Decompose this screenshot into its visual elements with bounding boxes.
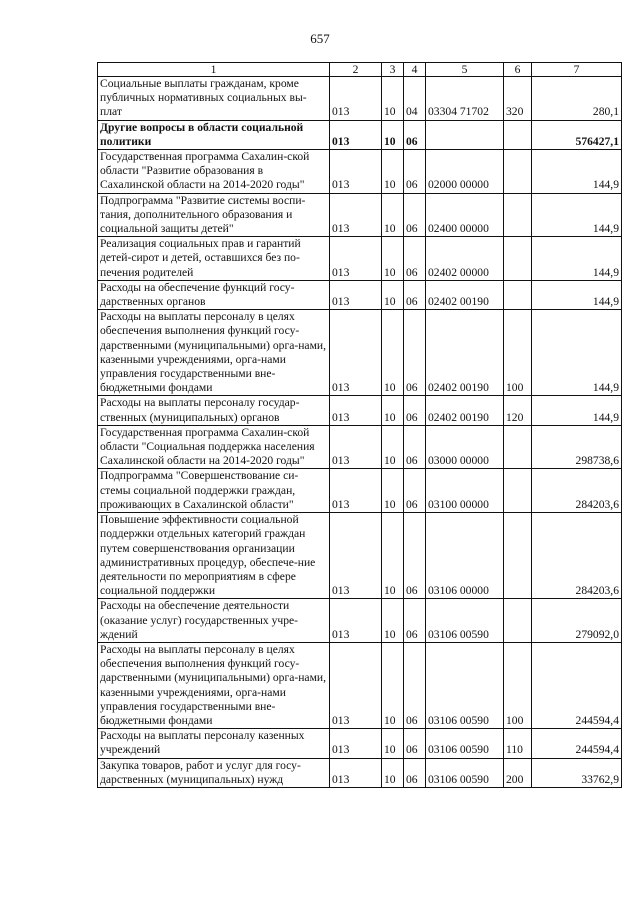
table-row	[98, 513, 622, 599]
row-expense-type-cell	[504, 425, 532, 469]
row-expense-type-cell: 320	[504, 77, 532, 121]
row-section-cell: 10	[382, 280, 404, 309]
row-target-code-cell: 02402 00190	[426, 280, 504, 309]
table-row	[98, 469, 622, 513]
row-subsection-cell: 06	[404, 469, 426, 513]
row-expense-type-cell	[504, 469, 532, 513]
row-code-cell: 013	[330, 513, 382, 599]
row-subsection-cell: 06	[404, 425, 426, 469]
row-subsection-cell: 06	[404, 599, 426, 643]
column-header: 1	[98, 63, 330, 77]
row-name-cell: Расходы на выплаты персоналу государ-ственных (муниципальных) органов	[98, 396, 330, 425]
row-section-cell: 10	[382, 425, 404, 469]
row-name-cell: Расходы на выплаты персоналу в целях обеспечения выполнения функций госу-дарственными (муниципальными) орга-нами, казенными учреждениями, орга-нами управления государственными вне-бюджетными фондами	[98, 642, 330, 728]
row-section-cell: 10	[382, 77, 404, 121]
row-expense-type-cell	[504, 120, 532, 149]
row-section-cell: 10	[382, 513, 404, 599]
table-header-row	[98, 63, 622, 77]
row-section-cell: 10	[382, 396, 404, 425]
row-expense-type-cell	[504, 237, 532, 281]
row-expense-type-cell	[504, 599, 532, 643]
row-expense-type-cell	[504, 150, 532, 194]
row-expense-type-cell	[504, 280, 532, 309]
budget-table	[97, 62, 622, 788]
table-row	[98, 193, 622, 237]
row-subsection-cell: 06	[404, 280, 426, 309]
table-row	[98, 396, 622, 425]
row-section-cell: 10	[382, 729, 404, 758]
row-amount-cell: 144,9	[532, 280, 622, 309]
table-row	[98, 425, 622, 469]
row-amount-cell: 279092,0	[532, 599, 622, 643]
row-code-cell: 013	[330, 729, 382, 758]
row-section-cell: 10	[382, 237, 404, 281]
table-body	[98, 77, 622, 788]
row-amount-cell: 144,9	[532, 150, 622, 194]
row-target-code-cell: 02400 00000	[426, 193, 504, 237]
row-name-cell: Расходы на обеспечение функций госу-дарственных органов	[98, 280, 330, 309]
row-name-cell: Реализация социальных прав и гарантий детей-сирот и детей, оставшихся без по-печения родителей	[98, 237, 330, 281]
row-name-cell: Другие вопросы в области социальной политики	[98, 120, 330, 149]
row-amount-cell: 144,9	[532, 237, 622, 281]
row-name-cell: Подпрограмма "Совершенствование си-стемы социальной поддержки граждан, проживающих в Сахалинской области"	[98, 469, 330, 513]
row-name-cell: Закупка товаров, работ и услуг для госу-дарственных (муниципальных) нужд	[98, 758, 330, 787]
row-code-cell: 013	[330, 758, 382, 787]
row-target-code-cell: 02000 00000	[426, 150, 504, 194]
row-code-cell: 013	[330, 150, 382, 194]
row-section-cell: 10	[382, 310, 404, 396]
row-amount-cell: 244594,4	[532, 642, 622, 728]
row-expense-type-cell	[504, 513, 532, 599]
row-expense-type-cell: 100	[504, 642, 532, 728]
row-target-code-cell: 03106 00590	[426, 599, 504, 643]
row-code-cell: 013	[330, 77, 382, 121]
row-subsection-cell: 06	[404, 758, 426, 787]
row-amount-cell: 144,9	[532, 310, 622, 396]
table-row	[98, 729, 622, 758]
row-section-cell: 10	[382, 120, 404, 149]
row-subsection-cell: 06	[404, 642, 426, 728]
row-section-cell: 10	[382, 599, 404, 643]
row-target-code-cell: 03106 00590	[426, 758, 504, 787]
row-name-cell: Социальные выплаты гражданам, кроме публичных нормативных социальных вы-плат	[98, 77, 330, 121]
table-row	[98, 237, 622, 281]
row-expense-type-cell: 100	[504, 310, 532, 396]
row-code-cell: 013	[330, 425, 382, 469]
row-amount-cell: 244594,4	[532, 729, 622, 758]
row-section-cell: 10	[382, 193, 404, 237]
row-code-cell: 013	[330, 642, 382, 728]
table-row	[98, 599, 622, 643]
table-row	[98, 758, 622, 787]
column-header: 4	[404, 63, 426, 77]
row-target-code-cell: 03304 71702	[426, 77, 504, 121]
table-row	[98, 77, 622, 121]
row-subsection-cell: 06	[404, 120, 426, 149]
row-name-cell: Подпрограмма "Развитие системы воспи-тания, дополнительного образования и социальной защиты детей"	[98, 193, 330, 237]
table-row	[98, 310, 622, 396]
row-amount-cell: 144,9	[532, 193, 622, 237]
table-row	[98, 642, 622, 728]
row-name-cell: Расходы на выплаты персоналу в целях обеспечения выполнения функций госу-дарственными (муниципальными) орга-нами, казенными учреждениями, орга-нами управления государственными вне-бюджетными фондами	[98, 310, 330, 396]
table-row	[98, 150, 622, 194]
row-target-code-cell: 02402 00000	[426, 237, 504, 281]
row-amount-cell: 298738,6	[532, 425, 622, 469]
row-amount-cell: 284203,6	[532, 469, 622, 513]
row-code-cell: 013	[330, 120, 382, 149]
row-expense-type-cell	[504, 193, 532, 237]
row-code-cell: 013	[330, 193, 382, 237]
row-target-code-cell: 03100 00000	[426, 469, 504, 513]
row-subsection-cell: 06	[404, 237, 426, 281]
row-section-cell: 10	[382, 642, 404, 728]
row-name-cell: Расходы на обеспечение деятельности (оказание услуг) государственных учре-ждений	[98, 599, 330, 643]
row-subsection-cell: 04	[404, 77, 426, 121]
row-name-cell: Государственная программа Сахалин-ской области "Социальная поддержка населения Сахалинской области на 2014-2020 годы"	[98, 425, 330, 469]
row-expense-type-cell: 110	[504, 729, 532, 758]
table-row	[98, 120, 622, 149]
row-section-cell: 10	[382, 150, 404, 194]
row-target-code-cell: 03106 00000	[426, 513, 504, 599]
row-target-code-cell: 02402 00190	[426, 396, 504, 425]
row-code-cell: 013	[330, 599, 382, 643]
row-subsection-cell: 06	[404, 310, 426, 396]
row-expense-type-cell: 200	[504, 758, 532, 787]
column-header: 7	[532, 63, 622, 77]
row-subsection-cell: 06	[404, 193, 426, 237]
row-section-cell: 10	[382, 469, 404, 513]
row-section-cell: 10	[382, 758, 404, 787]
row-code-cell: 013	[330, 310, 382, 396]
row-code-cell: 013	[330, 396, 382, 425]
row-name-cell: Повышение эффективности социальной поддержки отдельных категорий граждан путем совершенствования организации административных процедур, обеспече-ние деятельности по мероприятиям в сфере социальной поддержки	[98, 513, 330, 599]
column-header: 3	[382, 63, 404, 77]
row-target-code-cell	[426, 120, 504, 149]
row-subsection-cell: 06	[404, 150, 426, 194]
row-code-cell: 013	[330, 280, 382, 309]
row-subsection-cell: 06	[404, 729, 426, 758]
page-number: 657	[310, 31, 330, 46]
row-subsection-cell: 06	[404, 513, 426, 599]
row-name-cell: Государственная программа Сахалин-ской области "Развитие образования в Сахалинской области на 2014-2020 годы"	[98, 150, 330, 194]
row-target-code-cell: 03106 00590	[426, 729, 504, 758]
row-code-cell: 013	[330, 237, 382, 281]
column-header: 5	[426, 63, 504, 77]
row-amount-cell: 576427,1	[532, 120, 622, 149]
row-target-code-cell: 02402 00190	[426, 310, 504, 396]
row-amount-cell: 144,9	[532, 396, 622, 425]
column-header: 2	[330, 63, 382, 77]
row-code-cell: 013	[330, 469, 382, 513]
row-amount-cell: 33762,9	[532, 758, 622, 787]
column-header: 6	[504, 63, 532, 77]
row-amount-cell: 284203,6	[532, 513, 622, 599]
row-subsection-cell: 06	[404, 396, 426, 425]
table-row	[98, 280, 622, 309]
row-target-code-cell: 03000 00000	[426, 425, 504, 469]
row-name-cell: Расходы на выплаты персоналу казенных учреждений	[98, 729, 330, 758]
row-expense-type-cell: 120	[504, 396, 532, 425]
row-target-code-cell: 03106 00590	[426, 642, 504, 728]
row-amount-cell: 280,1	[532, 77, 622, 121]
